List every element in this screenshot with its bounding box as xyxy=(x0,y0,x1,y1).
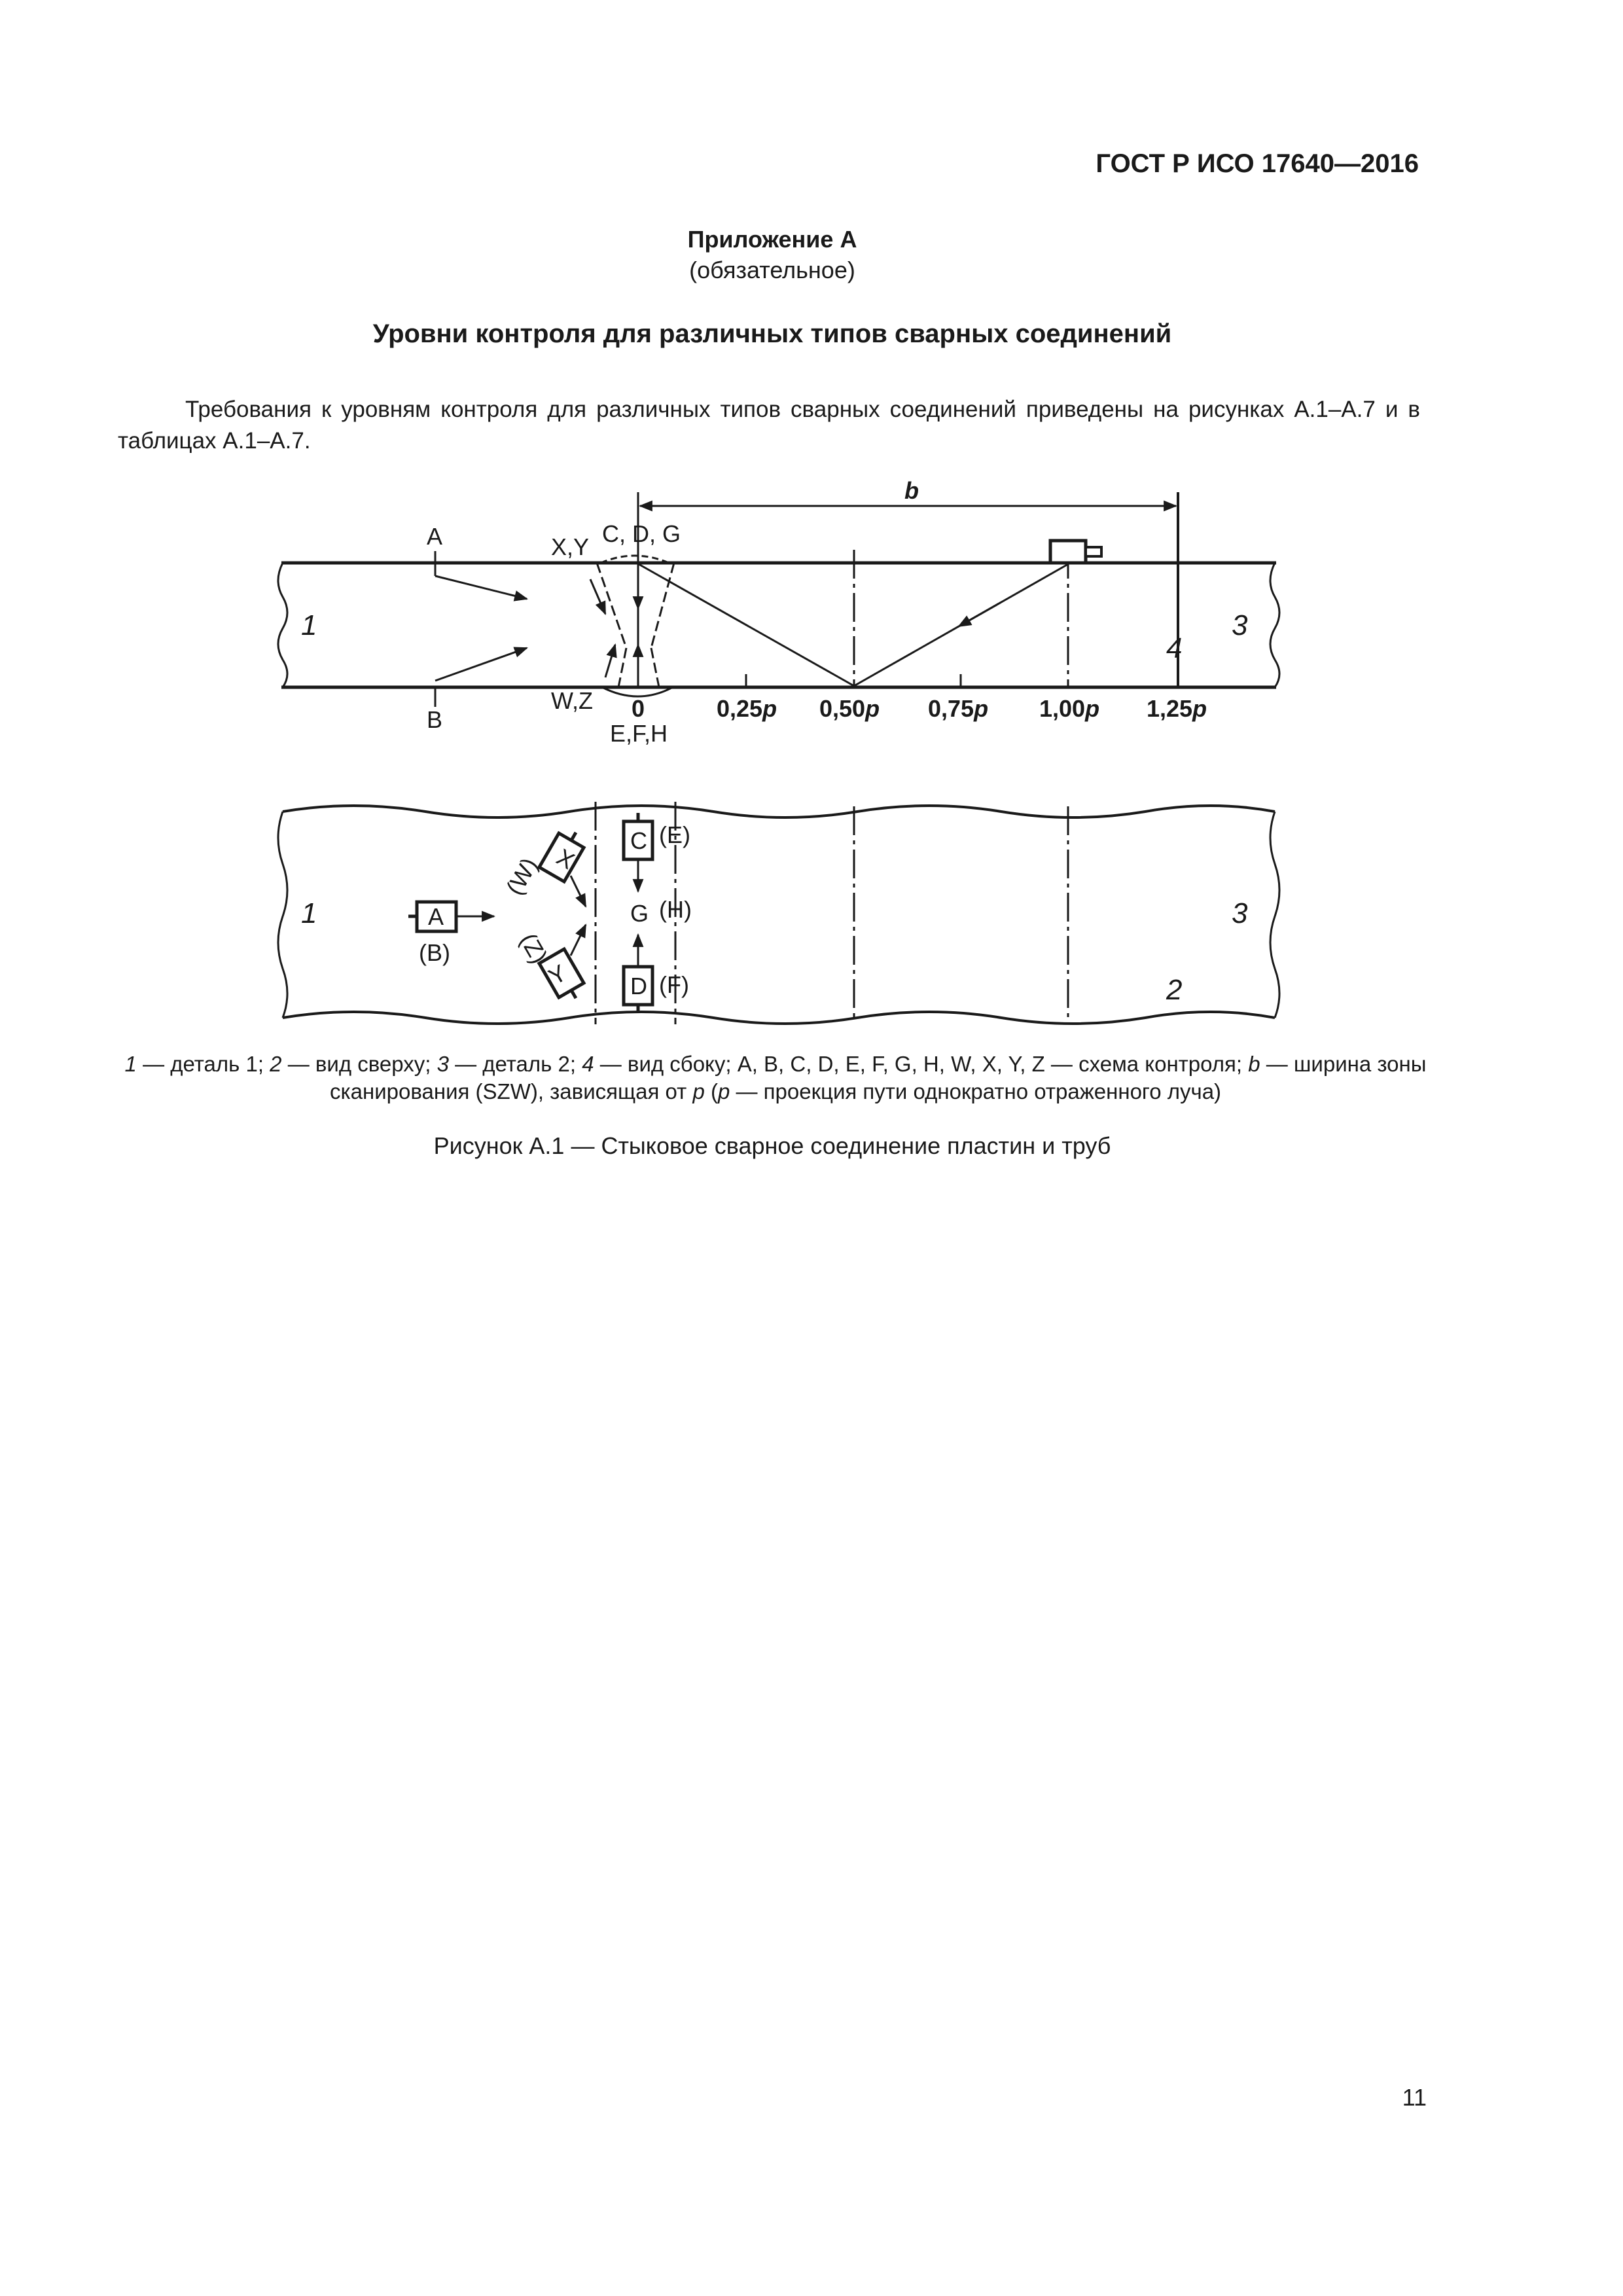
side-label-detail1: 1 xyxy=(301,609,317,641)
arrow-xy xyxy=(590,579,605,614)
break-line-right xyxy=(1270,563,1279,687)
side-view-labels xyxy=(301,477,1248,747)
probe-c-text: C xyxy=(630,827,647,854)
probe-g-text: G xyxy=(630,900,649,927)
probe-b-alt-text: (B) xyxy=(419,939,450,966)
legend-text: — деталь 1; xyxy=(136,1052,270,1076)
legend-key: 2 xyxy=(270,1052,282,1076)
probe-y-arrow xyxy=(571,925,586,956)
angle-probe-icon xyxy=(1050,541,1086,563)
scale-label: 0,50p xyxy=(819,695,880,722)
probe-f-alt-text: (F) xyxy=(659,971,689,998)
top-label-view: 2 xyxy=(1166,974,1183,1006)
legend-text: — вид сбоку; А, В, С, D, Е, F, G, Н, W, X, Y, Z — схема контроля; xyxy=(594,1052,1249,1076)
annex-status: (обязательное) xyxy=(689,257,855,283)
legend-text: — ширина зоны сканирования (SZW), зависящая от xyxy=(329,1052,1427,1103)
probe-d-text: D xyxy=(630,973,647,999)
legend-key: p xyxy=(692,1079,705,1103)
legend-key: 4 xyxy=(582,1052,594,1076)
arrow-a xyxy=(435,576,527,599)
probe-cdg-label: C, D, G xyxy=(602,520,681,547)
side-label-view: 4 xyxy=(1166,632,1183,664)
probe-y-text: Y xyxy=(544,959,571,990)
break-line-left xyxy=(278,563,287,687)
scale-label: 0,25p xyxy=(717,695,777,722)
probe-h-alt-text: (H) xyxy=(659,896,692,923)
top-break-line-right xyxy=(1270,812,1279,1018)
probe-connector-icon xyxy=(1086,547,1101,556)
top-view-edge-bottom xyxy=(283,1012,1275,1024)
beam-path-down xyxy=(639,564,854,686)
figure-caption: Рисунок А.1 — Стыковое сварное соединение пластин и труб xyxy=(433,1132,1111,1159)
probe-xy-label: X,Y xyxy=(551,533,590,560)
probe-a-text: A xyxy=(428,903,444,930)
probe-b-label: B xyxy=(427,706,443,733)
intro-paragraph: Требования к уровням контроля для различных типов сварных соединений приведены на рисунках А.1–А.7 и в таблицах А.1–А.7. xyxy=(118,397,1420,454)
probe-a-label: A xyxy=(427,523,443,550)
legend-key: 3 xyxy=(437,1052,449,1076)
annex-title: Приложение А xyxy=(687,226,857,253)
scale-label: 1,00p xyxy=(1039,695,1100,722)
legend-text: — проекция пути однократно отраженного луча) xyxy=(730,1079,1222,1103)
top-view-edge-top xyxy=(283,806,1275,817)
dim-b-label: b xyxy=(904,477,919,504)
top-label-detail2: 3 xyxy=(1232,897,1248,929)
top-view-labels xyxy=(301,821,1248,1006)
probe-efh-label: E,F,H xyxy=(610,720,668,747)
legend-key: p xyxy=(717,1079,730,1103)
probe-x-text: X xyxy=(552,843,579,874)
scale-labels xyxy=(632,695,1207,722)
legend-text: — вид сверху; xyxy=(281,1052,437,1076)
probe-wz-label: W,Z xyxy=(551,687,593,714)
legend-text: ( xyxy=(704,1079,718,1103)
arrow-b xyxy=(435,648,527,681)
probe-z-alt-text: (Z) xyxy=(514,928,554,968)
figure-legend xyxy=(111,1050,1440,1105)
probe-w-alt-text: (W) xyxy=(500,853,543,900)
page-number: 11 xyxy=(1402,2084,1427,2111)
arrow-wz xyxy=(605,645,615,677)
legend-text: — деталь 2; xyxy=(448,1052,582,1076)
top-label-detail1: 1 xyxy=(301,897,317,929)
section-title: Уровни контроля для различных типов сварных соединений xyxy=(372,319,1172,348)
side-label-detail2: 3 xyxy=(1232,609,1248,641)
legend-key: 1 xyxy=(124,1052,137,1076)
probe-e-alt-text: (E) xyxy=(659,821,690,848)
figure-a1-diagram xyxy=(0,0,1623,1047)
beam-direction-arrow xyxy=(959,602,1001,626)
standard-code: ГОСТ Р ИСО 17640—2016 xyxy=(1096,149,1419,178)
top-break-line-left xyxy=(278,812,287,1018)
scale-label: 0,75p xyxy=(928,695,989,722)
scale-label: 1,25p xyxy=(1147,695,1207,722)
legend-key: b xyxy=(1248,1052,1260,1076)
probe-x-arrow xyxy=(571,876,586,906)
scale-label: 0 xyxy=(632,695,645,722)
